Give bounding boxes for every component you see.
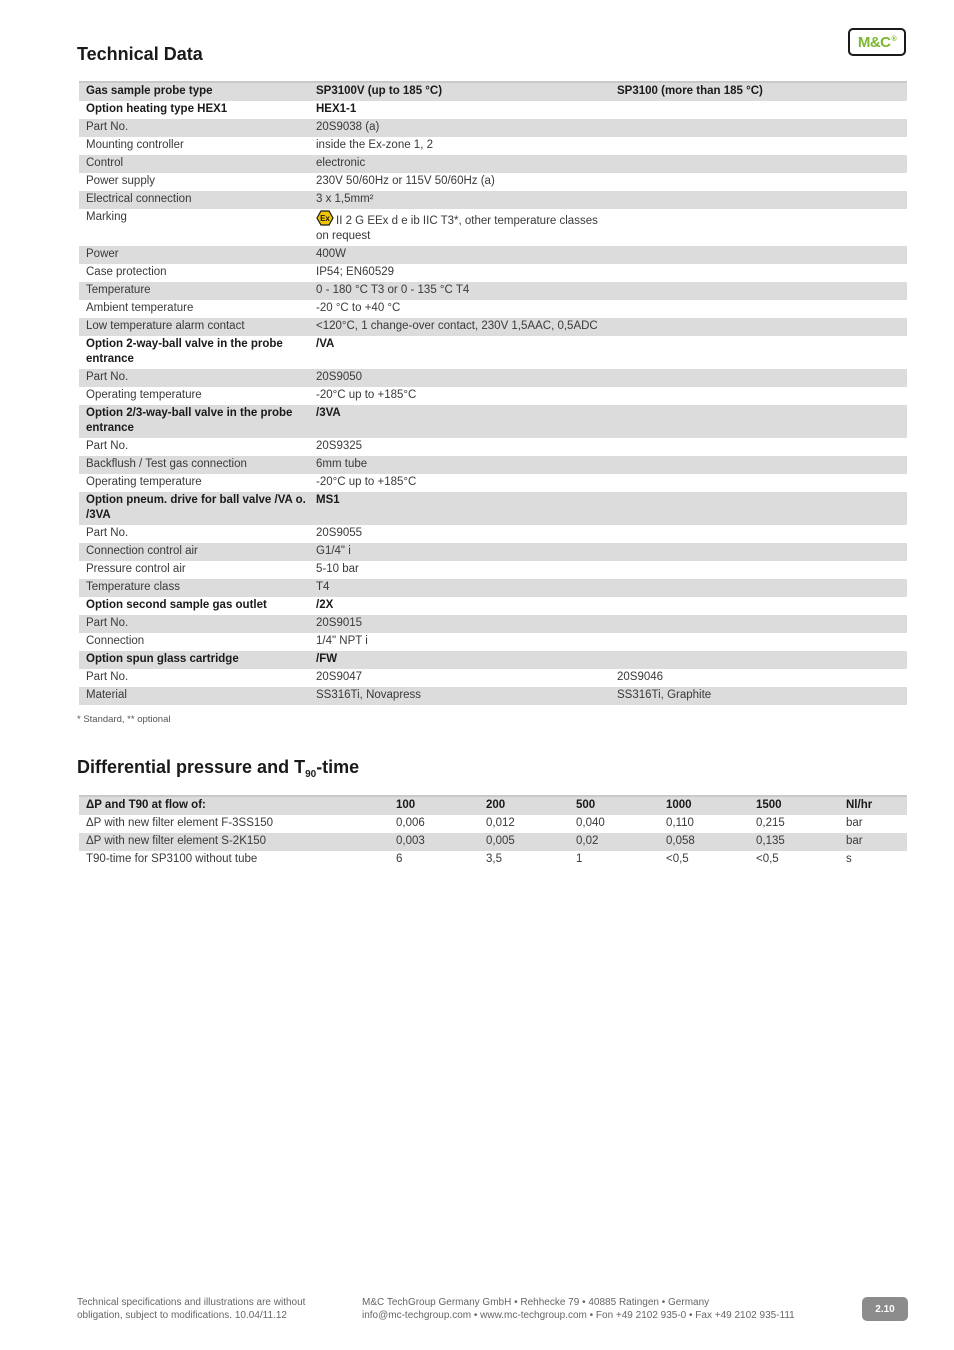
table-cell: T90-time for SP3100 without tube <box>79 851 389 869</box>
table-row <box>79 633 907 651</box>
table-cell: Option heating type HEX1 <box>79 101 309 119</box>
table-cell: Connection control air <box>79 543 309 561</box>
table-cell <box>610 438 907 456</box>
table-cell: Power <box>79 246 309 264</box>
footer-address: M&C TechGroup Germany GmbH • Rehhecke 79 • 40885 Ratingen • Germany <box>362 1297 710 1308</box>
table-cell: 6mm tube <box>309 456 610 474</box>
footer-contact <box>362 1296 832 1322</box>
table-cell <box>610 597 907 615</box>
header-cell: 200 <box>479 796 569 815</box>
table-row <box>79 119 907 137</box>
table-cell <box>610 633 907 651</box>
table-cell: -20°C up to +185°C <box>309 387 610 405</box>
table-cell: Temperature <box>79 282 309 300</box>
table-cell: Control <box>79 155 309 173</box>
table-row <box>79 246 907 264</box>
header-cell: 1500 <box>749 796 839 815</box>
table-row <box>79 155 907 173</box>
table-cell: Mounting controller <box>79 137 309 155</box>
table-cell <box>610 474 907 492</box>
table-cell: Low temperature alarm contact <box>79 318 309 336</box>
table-cell: 0,006 <box>389 815 479 833</box>
table-cell: Marking <box>79 209 309 246</box>
table-header-row <box>79 82 907 101</box>
table-row <box>79 492 907 525</box>
logo-text: M&C <box>857 33 891 51</box>
table-cell: MS1 <box>309 492 610 525</box>
table-cell <box>610 387 907 405</box>
table-row <box>79 669 907 687</box>
table-cell: Ambient temperature <box>79 300 309 318</box>
table-cell: 20S9046 <box>610 669 907 687</box>
table-cell <box>610 101 907 119</box>
table-cell: Backflush / Test gas connection <box>79 456 309 474</box>
table-row <box>79 282 907 300</box>
table-cell: HEX1-1 <box>309 101 610 119</box>
table-cell: /3VA <box>309 405 610 438</box>
table-cell: /VA <box>309 336 610 369</box>
table-cell <box>610 525 907 543</box>
table-cell: s <box>839 851 907 869</box>
table-header-row <box>79 796 907 815</box>
table-cell <box>610 155 907 173</box>
table-cell <box>610 543 907 561</box>
footnote: * Standard, ** optional <box>77 714 171 725</box>
table-cell: bar <box>839 815 907 833</box>
marking-text: II 2 G EEx d e ib IIC T3*, other temperature classes on request <box>316 215 598 242</box>
table-cell <box>610 191 907 209</box>
table-cell: 0,110 <box>659 815 749 833</box>
table-row <box>79 209 907 246</box>
table-cell: IP54; EN60529 <box>309 264 610 282</box>
table-cell: /FW <box>309 651 610 669</box>
table-row <box>79 833 907 851</box>
table-cell: <0,5 <box>659 851 749 869</box>
table-cell <box>309 209 610 246</box>
table-cell: 1 <box>569 851 659 869</box>
table-cell: Option 2/3-way-ball valve in the probe entrance <box>79 405 309 438</box>
table-cell: 20S9038 (a) <box>309 119 610 137</box>
table-cell: 1/4" NPT i <box>309 633 610 651</box>
table-row <box>79 815 907 833</box>
section-title-subscript: 90 <box>305 769 317 780</box>
table-cell: -20°C up to +185°C <box>309 474 610 492</box>
table-cell <box>610 300 907 318</box>
page-number-badge: 2.10 <box>862 1297 908 1321</box>
table-cell <box>610 246 907 264</box>
header-cell: ΔP and T90 at flow of: <box>79 796 389 815</box>
table-cell <box>610 137 907 155</box>
table-cell: Option pneum. drive for ball valve /VA o. /3VA <box>79 492 309 525</box>
table-cell: Pressure control air <box>79 561 309 579</box>
table-row <box>79 579 907 597</box>
table-cell: Electrical connection <box>79 191 309 209</box>
table-cell: 20S9047 <box>309 669 610 687</box>
table-row <box>79 101 907 119</box>
table-cell <box>610 651 907 669</box>
table-cell: <0,5 <box>749 851 839 869</box>
table-row <box>79 405 907 438</box>
table-cell: /2X <box>309 597 610 615</box>
table-cell: -20 °C to +40 °C <box>309 300 610 318</box>
table-cell: 20S9015 <box>309 615 610 633</box>
footer-contact-line: info@mc-techgroup.com • www.mc-techgroup.com • Fon +49 2102 935-0 • Fax +49 2102 935-111 <box>362 1310 795 1321</box>
table-cell: Option second sample gas outlet <box>79 597 309 615</box>
table-cell: 0,215 <box>749 815 839 833</box>
table-row <box>79 615 907 633</box>
footer-disclaimer: Technical specifications and illustrations are without obligation, subject to modifications. 10.04/11.12 <box>77 1297 306 1321</box>
table-cell: Part No. <box>79 119 309 137</box>
ex-mark-icon <box>316 210 334 226</box>
table-cell: T4 <box>309 579 610 597</box>
table-cell <box>610 405 907 438</box>
table-cell: ΔP with new filter element F-3SS150 <box>79 815 389 833</box>
table-cell: Part No. <box>79 669 309 687</box>
table-cell: 3 x 1,5mm² <box>309 191 610 209</box>
table-cell: SS316Ti, Novapress <box>309 687 610 705</box>
table-cell <box>610 318 907 336</box>
section-title-main: Differential pressure and T <box>77 757 306 777</box>
table-cell: 0,02 <box>569 833 659 851</box>
table-cell: Part No. <box>79 438 309 456</box>
table-row <box>79 525 907 543</box>
table-cell: 400W <box>309 246 610 264</box>
table-cell: Case protection <box>79 264 309 282</box>
table-row <box>79 369 907 387</box>
table-cell: Connection <box>79 633 309 651</box>
table-cell <box>610 173 907 191</box>
logo-reg-mark: ® <box>891 36 897 43</box>
table-row <box>79 651 907 669</box>
table-cell <box>610 492 907 525</box>
table-cell <box>610 209 907 246</box>
header-cell: Gas sample probe type <box>79 82 309 101</box>
table-cell: 0,135 <box>749 833 839 851</box>
table-cell: 0,012 <box>479 815 569 833</box>
table-cell <box>610 579 907 597</box>
table-cell: bar <box>839 833 907 851</box>
table-row <box>79 318 907 336</box>
table-cell: 0,005 <box>479 833 569 851</box>
table-row <box>79 191 907 209</box>
table-row <box>79 387 907 405</box>
table-cell <box>610 561 907 579</box>
company-logo <box>848 28 906 56</box>
table-cell: G1/4" i <box>309 543 610 561</box>
table-cell: Part No. <box>79 615 309 633</box>
table-cell: Option spun glass cartridge <box>79 651 309 669</box>
table-row <box>79 543 907 561</box>
header-cell: 500 <box>569 796 659 815</box>
table-cell: Material <box>79 687 309 705</box>
table-cell: 0,040 <box>569 815 659 833</box>
table-cell: 0,058 <box>659 833 749 851</box>
table-row <box>79 561 907 579</box>
technical-data-table <box>79 81 907 705</box>
table-cell: 20S9325 <box>309 438 610 456</box>
table-cell: 230V 50/60Hz or 115V 50/60Hz (a) <box>309 173 610 191</box>
header-cell: 1000 <box>659 796 749 815</box>
table-cell: 20S9055 <box>309 525 610 543</box>
table-cell <box>610 456 907 474</box>
table-row <box>79 851 907 869</box>
table-cell: 20S9050 <box>309 369 610 387</box>
table-cell: Operating temperature <box>79 387 309 405</box>
table-cell: 3,5 <box>479 851 569 869</box>
table-cell: SS316Ti, Graphite <box>610 687 907 705</box>
table-row <box>79 137 907 155</box>
table-cell <box>610 264 907 282</box>
table-row <box>79 687 907 705</box>
header-cell: SP3100 (more than 185 °C) <box>610 82 907 101</box>
table-cell: Temperature class <box>79 579 309 597</box>
header-cell: SP3100V (up to 185 °C) <box>309 82 610 101</box>
svg-text:Ex: Ex <box>320 214 330 223</box>
page-title: Technical Data <box>77 44 203 64</box>
table-cell: Part No. <box>79 369 309 387</box>
table-cell: Option 2-way-ball valve in the probe entrance <box>79 336 309 369</box>
table-row <box>79 597 907 615</box>
table-row <box>79 264 907 282</box>
table-row <box>79 438 907 456</box>
table-cell <box>610 615 907 633</box>
table-cell: Part No. <box>79 525 309 543</box>
header-cell: Nl/hr <box>839 796 907 815</box>
table-cell: 0 - 180 °C T3 or 0 - 135 °C T4 <box>309 282 610 300</box>
table-cell: inside the Ex-zone 1, 2 <box>309 137 610 155</box>
table-cell: Power supply <box>79 173 309 191</box>
table-cell <box>610 282 907 300</box>
table-cell: electronic <box>309 155 610 173</box>
differential-pressure-table <box>79 795 907 869</box>
table-cell: ΔP with new filter element S-2K150 <box>79 833 389 851</box>
table-cell: 0,003 <box>389 833 479 851</box>
table-cell: 6 <box>389 851 479 869</box>
table-cell: Operating temperature <box>79 474 309 492</box>
table-row <box>79 300 907 318</box>
table-cell <box>610 369 907 387</box>
table-cell <box>610 336 907 369</box>
table-row <box>79 474 907 492</box>
table-row <box>79 456 907 474</box>
table-cell: <120°C, 1 change-over contact, 230V 1,5AAC, 0,5ADC <box>309 318 610 336</box>
table-cell <box>610 119 907 137</box>
table-row <box>79 173 907 191</box>
section-title-tail: -time <box>316 757 360 777</box>
table-cell: 5-10 bar <box>309 561 610 579</box>
header-cell: 100 <box>389 796 479 815</box>
section-title <box>77 757 359 780</box>
table-row <box>79 336 907 369</box>
